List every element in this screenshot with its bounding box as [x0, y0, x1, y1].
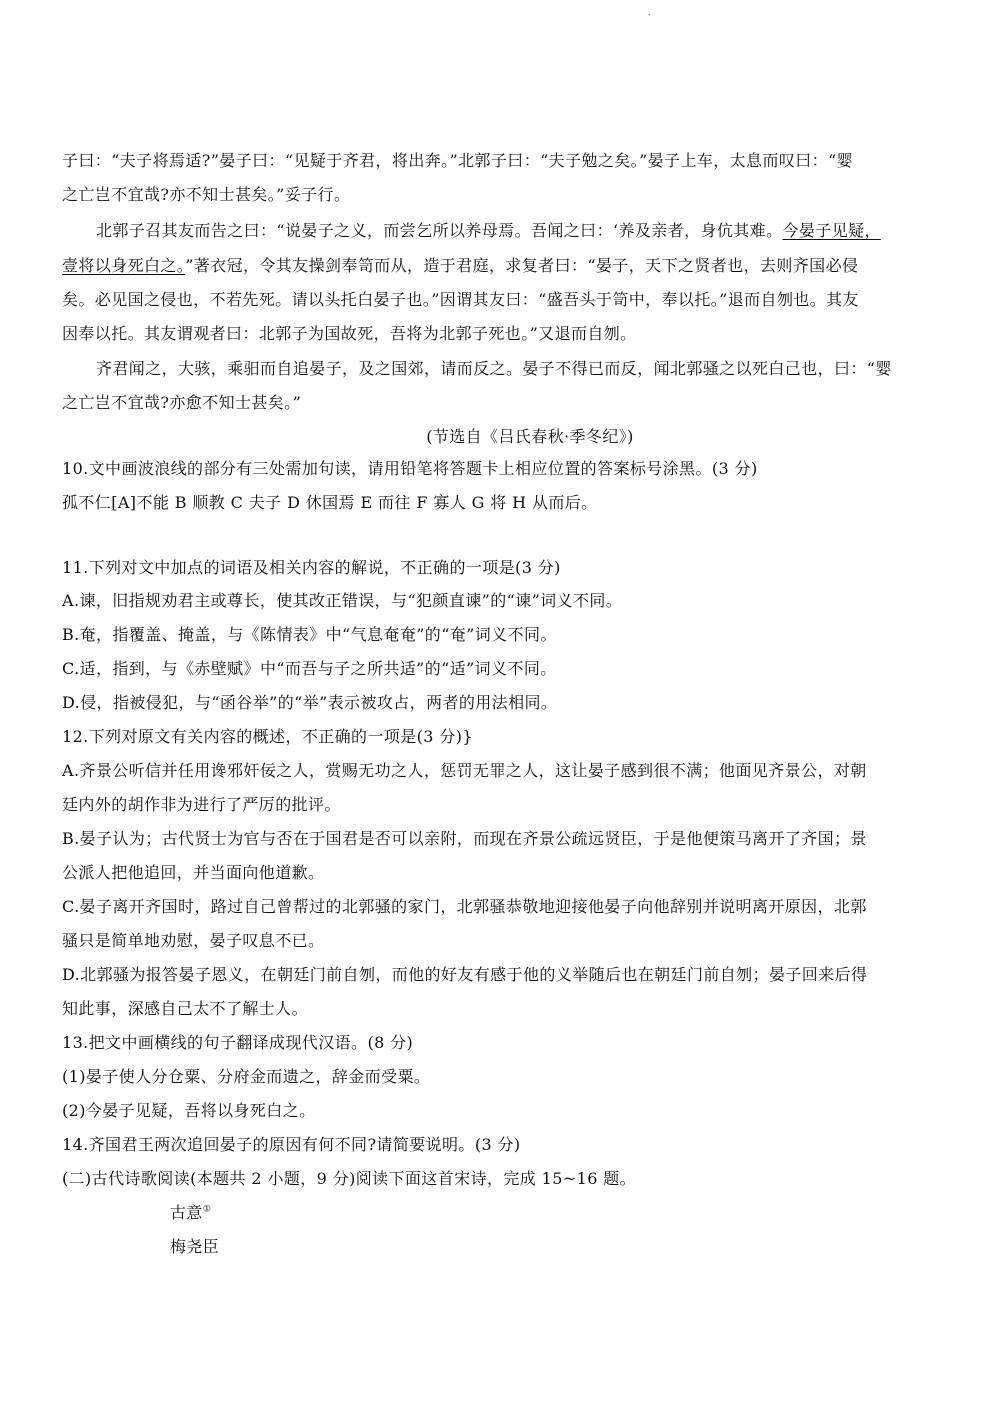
q11-stem: 11.下列对文中加点的词语及相关内容的解说，不正确的一项是(3 分) — [62, 558, 561, 577]
q13-sentence-1: (1)晏子使人分仓粟、分府金而遗之，辞金而受粟。 — [62, 1067, 431, 1086]
underlined-sentence-part2: 壹将以身死白之。 — [62, 256, 186, 275]
q12-stem: 12.下列对原文有关内容的概述，不正确的一项是(3 分)} — [62, 727, 473, 746]
q11-option-b: B.奄，指覆盖、掩盖，与《陈情表》中“气息奄奄”的“奄”词义不同。 — [62, 625, 557, 644]
poem-author: 梅尧臣 — [170, 1237, 220, 1256]
q12-option-c-line2: 骚只是简单地劝慰，晏子叹息不已。 — [62, 931, 325, 950]
q14-stem: 14.齐国君王两次追回晏子的原因有何不同?请简要说明。(3 分) — [62, 1135, 521, 1154]
q12-option-c-line1: C.晏子离开齐国时，路过自己曾帮过的北郭骚的家门，北郭骚恭敬地迎接他晏子向他辞别并说明离开原因，北郭 — [62, 897, 867, 916]
q13-sentence-2: (2)今晏子见疑，吾将以身死白之。 — [62, 1101, 316, 1120]
passage-p1-line1: 子曰：“夫子将焉适?”晏子曰：“见疑于齐君，将出奔。”北郭子曰：“夫子勉之矣。”晏子上车，太息而叹曰：“婴 — [62, 151, 854, 170]
q11-option-d: D.侵，指被侵犯，与“函谷举”的“举”表示被攻占，两者的用法相同。 — [62, 693, 558, 712]
q12-option-d-line2: 知此事，深感自己太不了解士人。 — [62, 999, 309, 1018]
q10-stem: 10.文中画波浪线的部分有三处需加句读，请用铅笔将答题卡上相应位置的答案标号涂黑。(3 分) — [62, 459, 758, 478]
top-mark: . — [648, 8, 651, 17]
q12-option-b-line2: 公派人把他追回，并当面向他道歉。 — [62, 863, 325, 882]
underlined-sentence-part1: 今晏子见疑， — [782, 221, 881, 240]
passage-p3-line1: 齐君闻之，大骇，乘驲而自追晏子，及之国郊，请而反之。晏子不得已而反，闻北郭骚之以死白己也，曰：“婴 — [96, 359, 892, 378]
section2-stem: (二)古代诗歌阅读(本题共 2 小题，9 分)阅读下面这首宋诗，完成 15~16 题。 — [62, 1169, 637, 1188]
q12-option-a-line2: 廷内外的胡作非为进行了严厉的批评。 — [62, 795, 341, 814]
q12-option-d-line1: D.北郭骚为报答晏子恩义，在朝廷门前自刎，而他的好友有感于他的义举随后也在朝廷门前自刎；晏子回来后得 — [62, 965, 868, 984]
poem-title — [170, 1196, 570, 1230]
passage-source: (节选自《吕氏春秋·季冬纪》) — [426, 427, 634, 446]
passage-p2-line3: 矣。必见国之侵也，不若先死。请以头托白晏子也。”因谓其友曰：“盛吾头于笥中，奉以托。”退而自刎也。其友 — [62, 290, 859, 309]
passage-p2-line1 — [96, 214, 932, 248]
passage-p1-line2: 之亡岂不宜哉?亦不知士甚矣。”妥子行。 — [62, 185, 351, 204]
poem-title-text: 古意 — [170, 1203, 203, 1222]
q11-option-c: C.适，指到，与《赤壁赋》中“而吾与子之所共适”的“适”词义不同。 — [62, 659, 557, 678]
passage-p2-line4: 因奉以托。其友谓观者曰：北郭子为国故死，吾将为北郭子死也。”又退而自刎。 — [62, 324, 637, 343]
passage-p2-line2 — [62, 249, 932, 283]
passage-p2-line2-text: ”著衣冠，令其友操剑奉笥而从，造于君庭，求复者曰：“晏子，天下之贤者也，去则齐国必侵 — [185, 256, 859, 275]
q12-option-b-line1: B.晏子认为；古代贤士为官与否在于国君是否可以亲附，而现在齐景公疏远贤臣，于是他便策马离开了齐国；景 — [62, 829, 867, 848]
q10-text: 孤不仁[A]不能 B 顺教 C 夫子 D 休国焉 E 而往 F 寡人 G 将 H 从而后。 — [62, 493, 598, 512]
passage-p2-line1-text: 北郭子召其友而告之曰：“说晏子之义，而尝乞所以养母焉。吾闻之曰：‘养及亲者，身伉其难。 — [96, 221, 783, 240]
poem-note-mark: ① — [202, 1204, 212, 1215]
passage-p3-line2: 之亡岂不宜哉?亦愈不知士甚矣。” — [62, 393, 302, 412]
q12-option-a-line1: A.齐景公听信并任用谗邪奸佞之人，赏赐无功之人，惩罚无罪之人，这让晏子感到很不满；他面见齐景公，对朝 — [62, 761, 867, 780]
q11-option-a: A.谏，旧指规劝君主或尊长，使其改正错误，与“犯颜直谏”的“谏”词义不同。 — [62, 591, 623, 610]
q13-stem: 13.把文中画横线的句子翻译成现代汉语。(8 分) — [62, 1033, 414, 1052]
